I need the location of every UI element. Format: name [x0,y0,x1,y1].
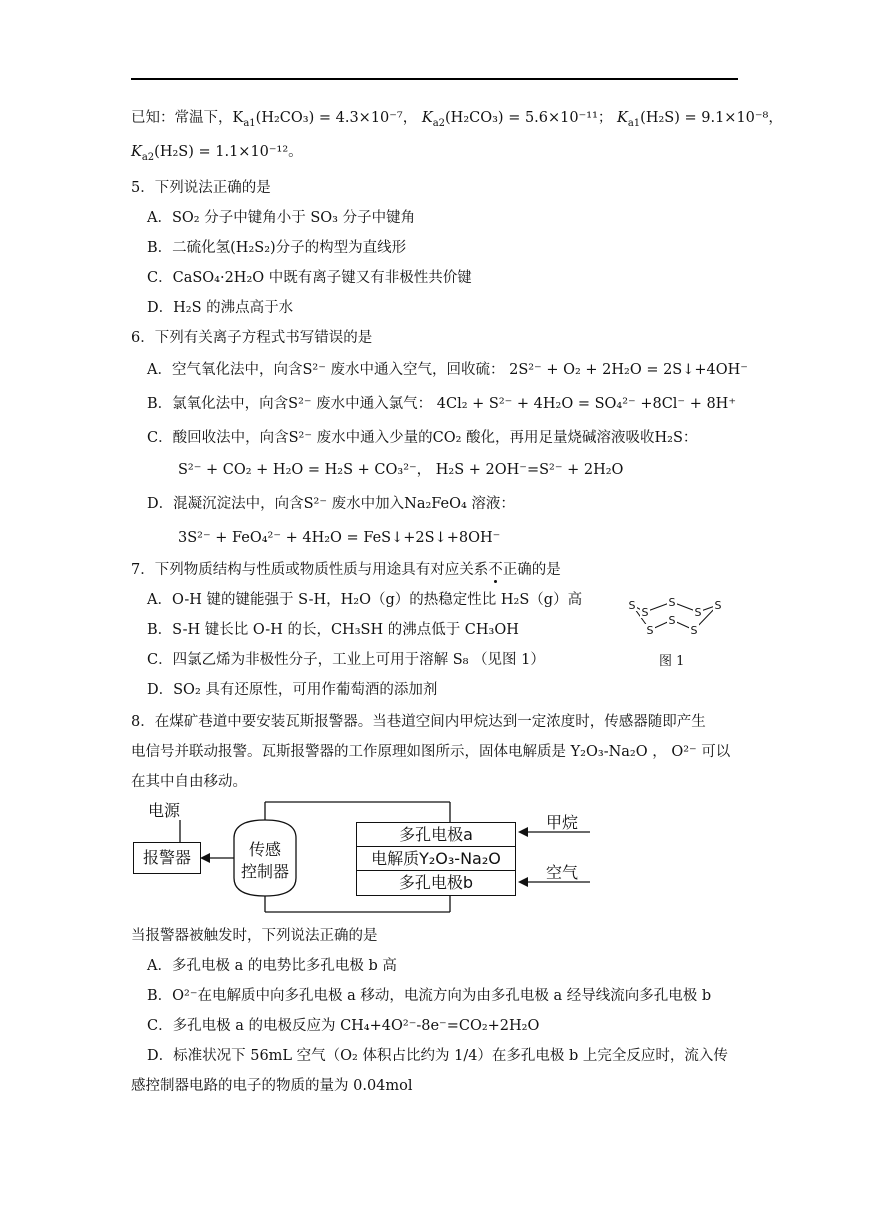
q8-option-d-continued: 感控制器电路的电子的物质的量为 0.04mol [131,1078,413,1094]
alarm-label: 报警器 [142,848,191,867]
ka2-h2s-symbol: K [131,144,142,160]
q7-option-c[interactable]: C．四氯乙烯为非极性分子，工业上可用于溶解 S₈ （见图 1） [147,652,545,668]
methane-label: 甲烷 [546,813,579,832]
ka1-subscript: a1 [243,117,256,129]
q8-option-d[interactable]: D．标准状况下 56mL 空气（O₂ 体积占比约为 1/4）在多孔电极 b 上完全反应时，流入传 [147,1048,728,1064]
q6-option-c[interactable]: C．酸回收法中，向含S²⁻ 废水中通入少量的CO₂ 酸化，再用足量烧碱溶液吸收H₂S： [147,430,698,446]
q6-option-d[interactable]: D．混凝沉淀法中，向含S²⁻ 废水中加入Na₂FeO₄ 溶液： [147,496,515,512]
s-atom-4: S [668,596,676,609]
q8-option-a[interactable]: A．多孔电极 a 的电势比多孔电极 b 高 [147,958,397,974]
q8-option-b[interactable]: B．O²⁻在电解质中向多孔电极 a 移动，电流方向为由多孔电极 a 经导线流向多孔电极 b [147,988,712,1004]
q8-stem-line-1: 8．在煤矿巷道中要安装瓦斯报警器。当巷道空间内甲烷达到一定浓度时，传感器随即产生 [131,714,706,730]
air-label: 空气 [546,863,579,882]
q5-option-c[interactable]: C．CaSO₄·2H₂O 中既有离子键又有非极性共价键 [147,270,472,286]
q6-option-c-equations: S²⁻ + CO₂ + H₂O = H₂S + CO₃²⁻， H₂S + 2OH⁻=S²⁻ + 2H₂O [178,462,624,478]
q7-stem-part-1: 7．下列物质结构与性质或物质性质与用途具有对应关系 [131,562,489,578]
electrode-b: 多孔电极b [398,873,474,892]
alarm-box [133,842,201,874]
ka2-symbol: K [421,110,433,126]
ka2-subscript: a2 [432,117,446,129]
figure-1-caption: 图 1 [659,654,685,669]
q6-option-a[interactable]: A．空气氧化法中，向含S²⁻ 废水中通入空气，回收硫： 2S²⁻ + O₂ + 2H₂O = 2S↓+4OH⁻ [147,362,748,378]
electrolyte-layer: 电解质Y₂O₃-Na₂O [357,847,515,871]
s8-ring-figure [620,590,730,640]
q7-stem-part-2: 正确的是 [502,562,561,578]
ka1-h2s-subscript: a1 [627,117,641,129]
s-atom-3: S [646,624,654,637]
q7-stem-emphasis: 不 [488,562,503,578]
ka1-h2s-symbol: K [617,110,628,126]
q7-option-a[interactable]: A．O-H 键的键能强于 S-H，H₂O（g）的热稳定性比 H₂S（g）高 [147,592,583,608]
q7-stem [131,560,561,580]
electrode-stack [356,822,516,896]
header-rule [131,78,738,80]
q8-prompt: 当报警器被触发时，下列说法正确的是 [131,928,378,944]
s-atom-5: S [668,614,676,627]
q6-stem: 6．下列有关离子方程式书写错误的是 [131,330,373,346]
q5-option-a[interactable]: A．SO₂ 分子中键角小于 SO₃ 分子中键角 [147,210,416,226]
s-atom-7: S [690,624,698,637]
q7-option-b[interactable]: B．S-H 键长比 O-H 的长，CH₃SH 的沸点低于 CH₃OH [147,622,519,638]
s-atom-2: S [641,606,649,619]
gas-alarm-diagram [128,798,740,916]
known-text: 已知：常温下，K [131,110,244,126]
q6-option-d-equation: 3S²⁻ + FeO₄²⁻ + 4H₂O = FeS↓+2S↓+8OH⁻ [178,530,501,546]
q5-option-d[interactable]: D．H₂S 的沸点高于水 [147,300,294,316]
sensor-label-line-1: 传感 [249,840,282,859]
q8-stem-line-2: 电信号并联动报警。瓦斯报警器的工作原理如图所示，固体电解质是 Y₂O₃-Na₂O ， O²⁻ 可以 [131,744,731,760]
ka2-h2s-subscript: a2 [141,151,155,163]
electrode-a: 多孔电极a [357,823,515,847]
s-atom-6: S [694,606,702,619]
q8-option-c[interactable]: C．多孔电极 a 的电极反应为 CH₄+4O²⁻-8e⁻=CO₂+2H₂O [147,1018,540,1034]
q5-stem: 5．下列说法正确的是 [131,180,271,196]
q5-option-b[interactable]: B．二硫化氢(H₂S₂)分子的构型为直线形 [147,240,407,256]
known-constants-line-2 [131,142,303,162]
known-constants-line-1 [131,108,783,128]
ka2-h2co3-value: (H₂CO₃) = 5.6×10⁻¹¹； [445,110,613,126]
ka1-h2co3-value: (H₂CO₃) = 4.3×10⁻⁷， [255,110,418,126]
s-atom-8: S [714,599,722,612]
ka2-h2s-value: (H₂S) = 1.1×10⁻¹²。 [154,144,303,160]
q6-option-b[interactable]: B．氯氧化法中，向含S²⁻ 废水中通入氯气： 4Cl₂ + S²⁻ + 4H₂O = SO₄²⁻ +8Cl⁻ + 8H⁺ [147,396,736,412]
q8-stem-line-3: 在其中自由移动。 [131,774,247,790]
s-atom-1: S [628,599,636,612]
power-label: 电源 [148,801,181,820]
ka1-h2s-value: (H₂S) = 9.1×10⁻⁸， [640,110,783,126]
q7-option-d[interactable]: D．SO₂ 具有还原性，可用作葡萄酒的添加剂 [147,682,438,698]
sensor-label-line-2: 控制器 [241,862,290,881]
